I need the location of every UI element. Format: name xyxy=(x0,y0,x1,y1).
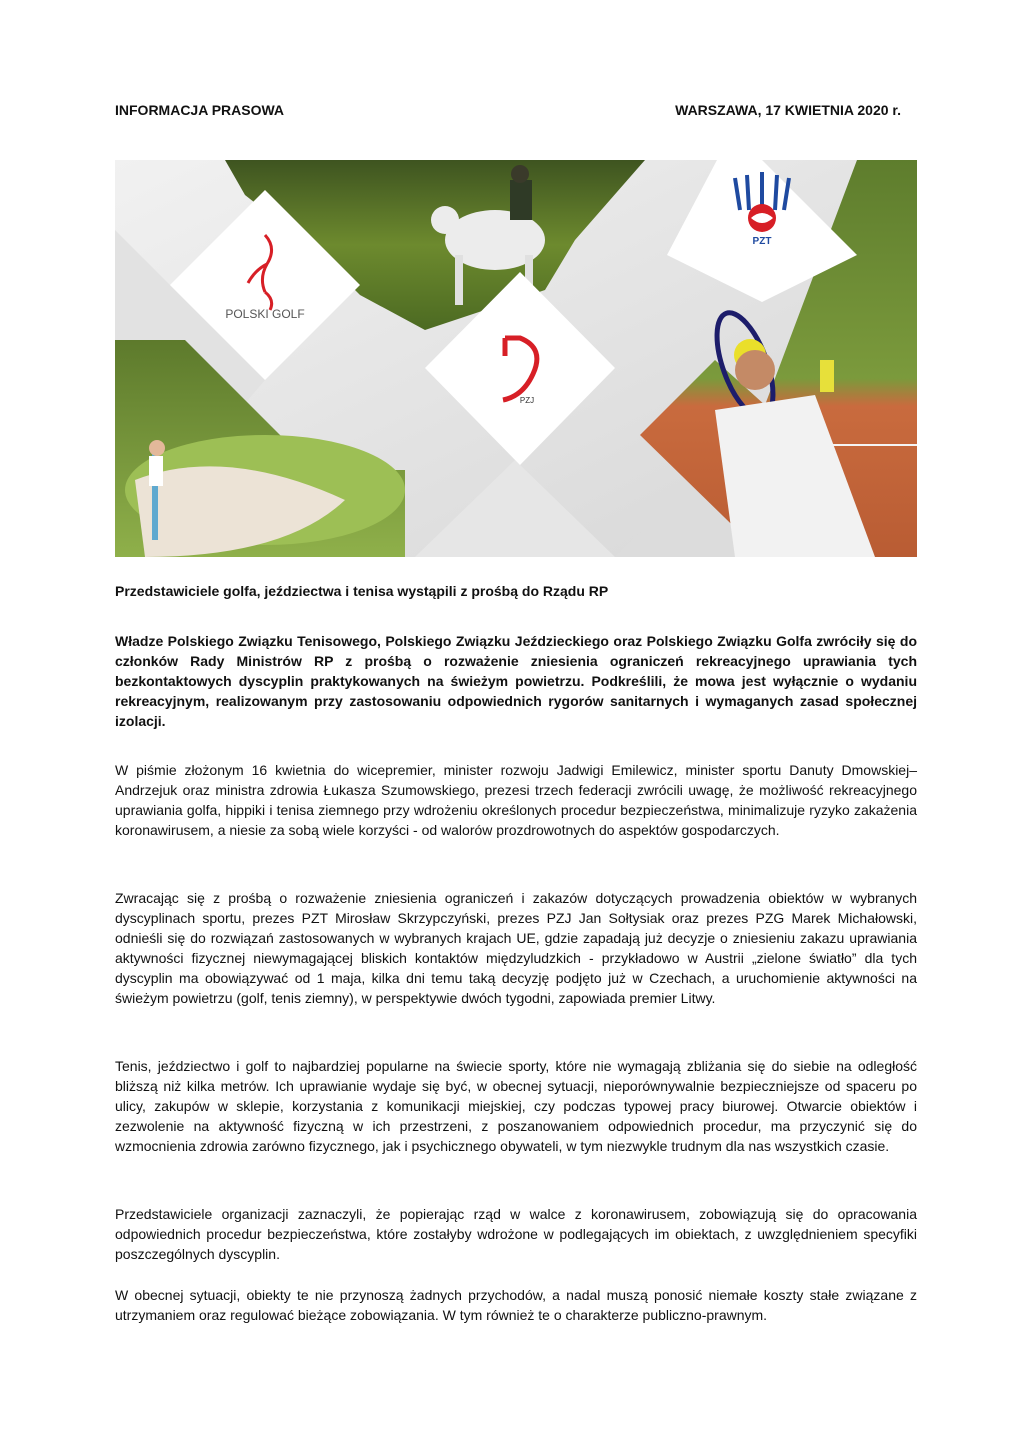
pzj-logo-text: PZJ xyxy=(519,396,535,405)
paragraph-3: Tenis, jeździectwo i golf to najbardziej popularne na świecie sporty, które nie wymagają zbliżania się do siebie na odległość bliższą niż kilka metrów. Ich uprawianie wydaje się być, w obecnej sytuacji, nieporównywalnie bezpieczniejsze od spaceru po ulicy, zakupów w sklepie, korzystania z komunikacji miejskiej, czy podczas typowej pracy biurowej. Otwarcie obiektów i zezwolenie na aktywność fizyczną w ich przestrzeni, z poszanowaniem odpowiednich procedur, ma przyczynić się do wzmocnienia zdrowia zarówno fizycznego, jak i psychicznego obywateli, w tym niezwykle trudnym dla nas wszystkich czasie. xyxy=(115,1058,917,1154)
date-location: WARSZAWA, 17 KWIETNIA 2020 r. xyxy=(675,102,901,118)
article-title: Przedstawiciele golfa, jeździectwa i tenisa wystąpili z prośbą do Rządu RP xyxy=(115,583,609,599)
pzt-logo-text: PZT xyxy=(752,236,772,247)
paragraph-4: Przedstawiciele organizacji zaznaczyli, że popierając rząd w walce z koronawirusem, zobowiązują się do opracowania odpowiednich procedur bezpieczeństwa, które zostałyby wdrożone w podlegających im obiektach, z uwzględnieniem specyfiki poszczególnych dyscyplin. xyxy=(115,1206,917,1262)
paragraph-1: W piśmie złożonym 16 kwietnia do wicepremier, minister rozwoju Jadwigi Emilewicz, minister sportu Danuty Dmowskiej–Andrzejuk oraz ministra zdrowia Łukasza Szumowskiego, prezesi trzech federacji zwrócili uwagę, że możliwość rekreacyjnego uprawiania golfa, hippiki i tenisa ziemnego przy wdrożeniu określonych procedur bezpieczeństwa, minimalizuje ryzyko zakażenia koronawirusem, a niesie za sobą wiele korzyści - od walorów prozdrowotnych do aspektów gospodarczych. xyxy=(115,762,917,838)
document-header xyxy=(115,102,901,122)
paragraph-5: W obecnej sytuacji, obiekty te nie przynoszą żadnych przychodów, a nadal muszą ponosić niemałe koszty stałe związane z utrzymaniem oraz regulować bieżące zobowiązania. W tym również te o charakterze publiczno-prawnym. xyxy=(115,1287,917,1323)
banner-image xyxy=(115,160,917,557)
lead-paragraph: Władze Polskiego Związku Tenisowego, Polskiego Związku Jeździeckiego oraz Polskiego Związku Golfa zwróciły się do członków Rady Ministrów RP z prośbą o rozważenie zniesienia ograniczeń rekreacyjnego uprawiania tych bezkontaktowych dyscyplin praktykowanych na świeżym powietrzu. Podkreślili, że mowa jest wyłącznie o wydaniu rekreacyjnym, realizowanym przy zastosowaniu odpowiednich rygorów sanitarnych i wymaganych zasad społecznej izolacji. xyxy=(115,633,917,729)
paragraph-2: Zwracając się z prośbą o rozważenie zniesienia ograniczeń i zakazów dotyczących prowadzenia obiektów w wybranych dyscyplinach sportu, prezes PZT Mirosław Skrzypczyński, prezes PZJ Jan Sołtysiak oraz prezes PZG Marek Michałowski, odnieśli się do rozwiązań zastosowanych w wybranych krajach UE, gdzie zapadają już decyzje o zniesieniu zakazu uprawiania aktywności fizycznej niewymagającej bliskich kontaktów międzyludzkich - przykładowo w Austrii „zielone światło” dla tych dyscyplin ma obowiązywać od 1 maja, kilka dni temu taką decyzję podjęto już w Czechach, a uruchomienie aktywności na świeżym powietrzu (golf, tenis ziemny), w perspektywie dwóch tygodni, zapowiada premier Litwy. xyxy=(115,890,917,1006)
press-release-label: INFORMACJA PRASOWA xyxy=(115,102,285,118)
polski-golf-logo-text: POLSKI GOLF xyxy=(225,307,305,321)
